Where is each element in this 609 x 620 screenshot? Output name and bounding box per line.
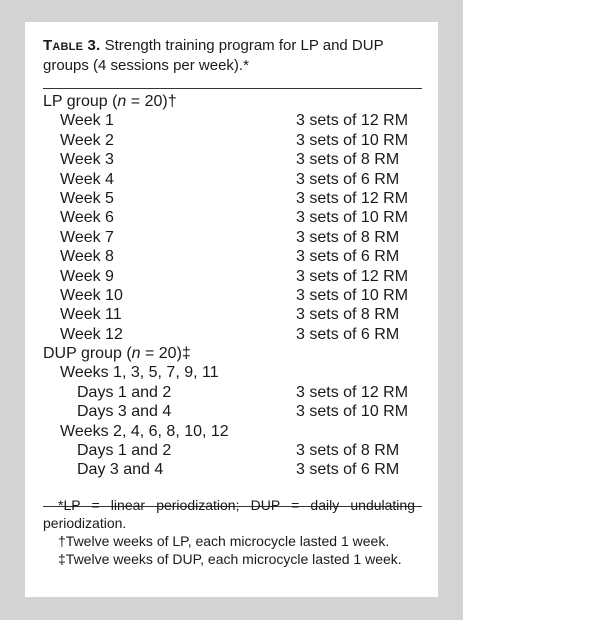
table-row-value: 3 sets of 12 RM (296, 267, 409, 285)
table-row-label: Weeks 1, 3, 5, 7, 9, 11 (60, 364, 219, 382)
table-row-label: Day 3 and 4 (77, 461, 164, 479)
table-row-label: Week 4 (60, 170, 114, 188)
table-row-value: 3 sets of 6 RM (296, 248, 400, 266)
footnote-mark: ‡ (181, 345, 191, 363)
table-row-value: 3 sets of 6 RM (296, 461, 400, 479)
table-row (43, 286, 433, 305)
table-row-label: LP group (n = 20)† (43, 93, 177, 110)
table-3 (25, 22, 438, 597)
table-row-label: Week 3 (60, 151, 114, 169)
table-row (43, 267, 433, 286)
table-row (43, 383, 433, 402)
table-row-value: 3 sets of 8 RM (296, 306, 400, 324)
group-name: LP (43, 93, 63, 110)
table-row-label: Weeks 2, 4, 6, 8, 10, 12 (60, 422, 229, 440)
table-row (43, 131, 433, 150)
table-row (43, 363, 433, 382)
group-size: 20 (158, 345, 177, 363)
table-row (43, 228, 433, 247)
table-row-label: Week 11 (60, 306, 122, 324)
table-row-label: Week 6 (60, 209, 114, 227)
table-row-label: Week 8 (60, 248, 114, 266)
table-row-value: 3 sets of 12 RM (296, 189, 409, 207)
table-caption (43, 36, 433, 76)
footnote-mark: † (167, 93, 177, 110)
table-row-label: Week 2 (60, 131, 114, 149)
group-name: DUP (43, 345, 77, 363)
footnote-lp: †Twelve weeks of LP, each microcycle lasted 1 week. (58, 533, 390, 549)
table-caption-text: Strength training program for LP and DUP groups (4 sessions per week).* (43, 37, 384, 74)
table-top-rule (43, 88, 422, 89)
table-row-value: 3 sets of 10 RM (296, 209, 409, 227)
table-row (43, 170, 433, 189)
table-row-value: 3 sets of 12 RM (296, 112, 409, 130)
table-row (43, 150, 433, 169)
table-group-row (43, 92, 433, 111)
table-row-value: 3 sets of 10 RM (296, 131, 409, 149)
table-caption-label: Table 3. (43, 37, 101, 54)
table-row-value: 3 sets of 8 RM (296, 442, 400, 460)
table-row-value: 3 sets of 10 RM (296, 403, 409, 421)
table-row-label: Days 1 and 2 (77, 442, 172, 460)
table-row-label: Week 9 (60, 267, 114, 285)
table-row (43, 325, 433, 344)
table-row-value: 3 sets of 8 RM (296, 151, 400, 169)
table-row-label: Week 10 (60, 286, 123, 304)
table-row-label: Days 1 and 2 (77, 383, 172, 401)
table-row-value: 3 sets of 12 RM (296, 383, 409, 401)
footnote-abbreviations: *LP = linear periodization; DUP = daily undulating periodization. (43, 497, 415, 531)
group-size: 20 (144, 93, 163, 110)
table-row-label: Week 5 (60, 189, 114, 207)
table-row (43, 111, 433, 130)
table-row (43, 208, 433, 227)
table-row (43, 189, 433, 208)
table-row (43, 422, 433, 441)
table-body (43, 92, 433, 480)
table-footnotes (43, 496, 415, 568)
table-row (43, 402, 433, 421)
table-row-label: Week 12 (60, 325, 123, 343)
table-row-value: 3 sets of 6 RM (296, 325, 400, 343)
table-row-value: 3 sets of 10 RM (296, 286, 409, 304)
table-row-label: Week 7 (60, 228, 114, 246)
table-group-row (43, 344, 433, 363)
table-row (43, 247, 433, 266)
table-row-value: 3 sets of 6 RM (296, 170, 400, 188)
footnote-dup: ‡Twelve weeks of DUP, each microcycle lasted 1 week. (58, 551, 402, 567)
table-row (43, 305, 433, 324)
table-row-label: Days 3 and 4 (77, 403, 172, 421)
table-row-label: Week 1 (60, 112, 114, 130)
table-row (43, 460, 433, 479)
table-row-value: 3 sets of 8 RM (296, 228, 400, 246)
table-row (43, 441, 433, 460)
table-row-label: DUP group (n = 20)‡ (43, 345, 191, 363)
